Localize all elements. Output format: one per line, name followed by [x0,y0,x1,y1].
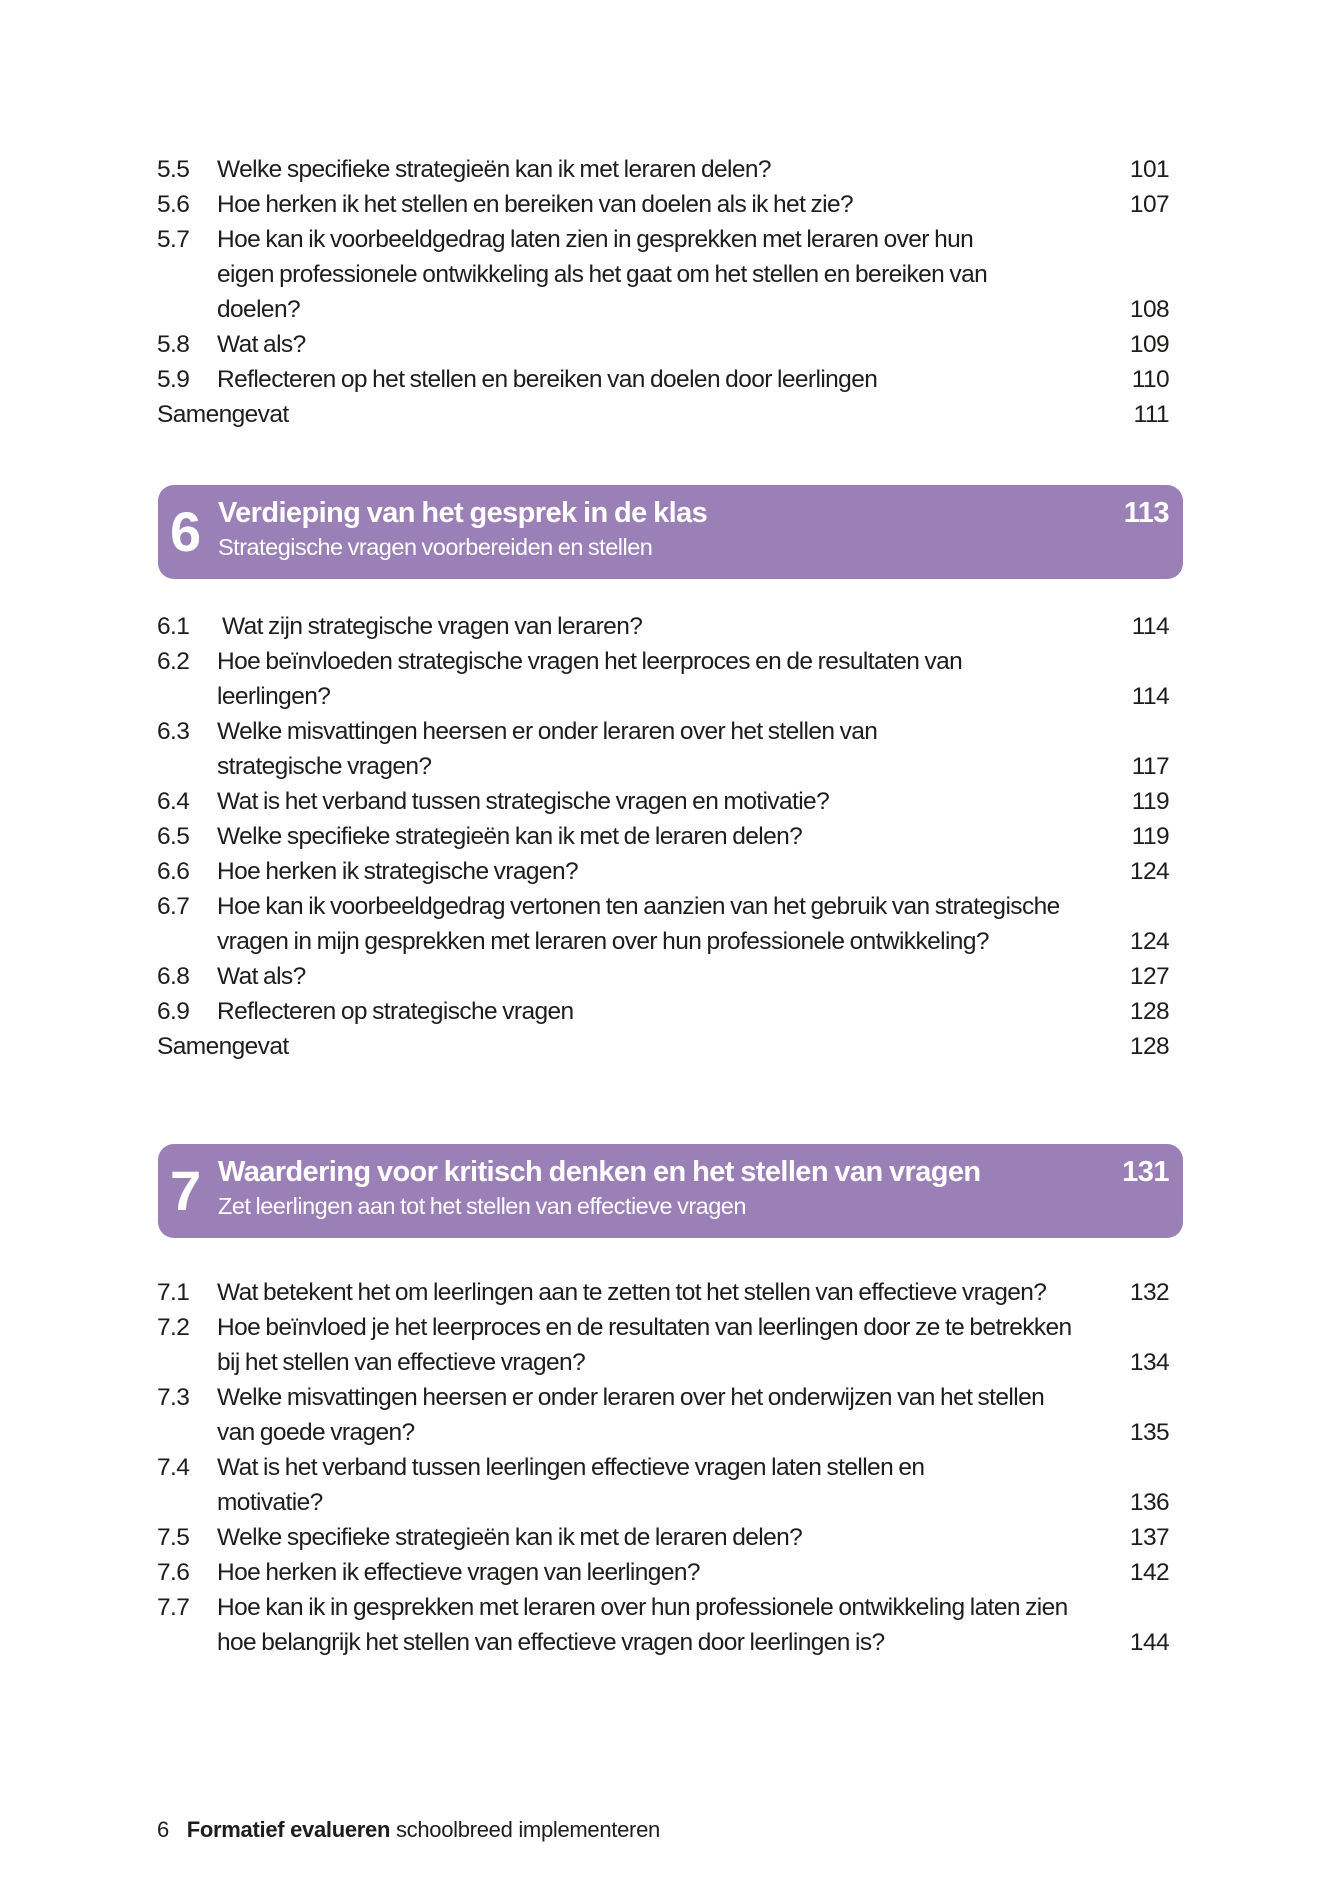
toc-summary-entry[interactable] [157,1029,1169,1064]
entry-title: Welke specifieke strategieën kan ik met de leraren delen? [217,1524,803,1551]
page-footer [157,1815,660,1845]
toc-section-6 [157,609,1169,1064]
toc-entry[interactable] [157,644,1169,714]
entry-title: Wat zijn strategische vragen van leraren? [222,613,643,640]
chapter-title: Waardering voor kritisch denken en het stellen van vragen [218,1156,981,1188]
summary-page: 128 [1129,1033,1169,1060]
summary-title: Samengevat [157,1033,289,1060]
toc-entry[interactable] [157,1520,1169,1555]
toc-entry[interactable] [157,362,1169,397]
entry-number: 6.3 [157,718,190,745]
entry-title: Hoe herken ik effectieve vragen van leerlingen? [217,1559,700,1586]
entry-title: Hoe beïnvloeden strategische vragen het leerproces en de resultaten van leerlingen? [217,648,963,710]
entry-page: 124 [1129,858,1169,885]
toc-entry[interactable] [157,1275,1169,1310]
entry-title: Reflecteren op het stellen en bereiken van doelen door leerlingen [217,366,878,393]
entry-number: 7.4 [157,1454,190,1481]
entry-page: 114 [1131,613,1169,640]
entry-number: 6.6 [157,858,190,885]
toc-entry[interactable] [157,994,1169,1029]
toc-entry[interactable] [157,1555,1169,1590]
entry-page: 128 [1129,998,1169,1025]
entry-title: Reflecteren op strategische vragen [217,998,574,1025]
footer-book-title-rest: schoolbreed implementeren [395,1817,660,1842]
toc-summary-entry[interactable] [157,397,1169,432]
toc-entry[interactable] [157,889,1169,959]
entry-page: 114 [1131,683,1169,710]
entry-title: Welke misvattingen heersen er onder leraren over het stellen van strategische vragen? [217,718,878,780]
entry-page: 132 [1129,1279,1169,1306]
toc-entry[interactable] [157,1310,1169,1380]
toc-entry[interactable] [157,819,1169,854]
entry-page: 144 [1129,1629,1169,1656]
entry-page: 137 [1129,1524,1169,1551]
toc-entry[interactable] [157,1450,1169,1520]
entry-number: 7.6 [157,1559,190,1586]
footer-page-number: 6 [157,1817,169,1842]
entry-title: Wat als? [217,963,306,990]
chapter-7-header[interactable] [158,1144,1183,1238]
toc-entry[interactable] [157,784,1169,819]
entry-number: 7.7 [157,1594,190,1621]
chapter-subtitle: Zet leerlingen aan tot het stellen van effectieve vragen [218,1193,746,1219]
entry-page: 108 [1129,296,1169,323]
entry-page: 117 [1131,753,1169,780]
entry-number: 6.5 [157,823,190,850]
entry-page: 101 [1129,156,1169,183]
entry-number: 5.6 [157,191,190,218]
entry-page: 119 [1131,823,1169,850]
entry-title: Hoe kan ik voorbeeldgedrag laten zien in gesprekken met leraren over hun eigen professionele ontwikkeling als het gaat om het stellen en bereiken van doelen? [217,226,988,323]
entry-page: 127 [1129,963,1169,990]
entry-number: 5.8 [157,331,190,358]
entry-page: 119 [1131,788,1169,815]
entry-number: 6.9 [157,998,190,1025]
entry-number: 6.2 [157,648,190,675]
entry-title: Wat betekent het om leerlingen aan te zetten tot het stellen van effectieve vragen? [217,1279,1047,1306]
entry-page: 136 [1129,1489,1169,1516]
entry-page: 109 [1129,331,1169,358]
chapter-page: 131 [1122,1156,1169,1188]
toc-entry[interactable] [157,1380,1169,1450]
entry-number: 7.2 [157,1314,190,1341]
toc-entry[interactable] [157,187,1169,222]
entry-title: Hoe herken ik strategische vragen? [217,858,579,885]
entry-number: 7.3 [157,1384,190,1411]
toc-entry[interactable] [157,1590,1169,1660]
entry-number: 6.8 [157,963,190,990]
chapter-6-header[interactable] [158,485,1183,579]
toc-section-5 [157,152,1169,432]
entry-title: Wat is het verband tussen strategische vragen en motivatie? [217,788,830,815]
entry-title: Hoe kan ik voorbeeldgedrag vertonen ten aanzien van het gebruik van strategische vragen in mijn gesprekken met leraren over hun professionele ontwikkeling? [217,893,1060,955]
entry-title: Welke specifieke strategieën kan ik met leraren delen? [217,156,771,183]
entry-number: 5.7 [157,226,190,253]
chapter-title: Verdieping van het gesprek in de klas [218,497,708,529]
entry-number: 6.4 [157,788,190,815]
entry-page: 107 [1129,191,1169,218]
entry-title: Wat als? [217,331,306,358]
footer-book-title-bold: Formatief evalueren [186,1817,391,1842]
chapter-number: 7 [170,1159,201,1222]
entry-page: 110 [1131,366,1169,393]
entry-title: Hoe herken ik het stellen en bereiken van doelen als ik het zie? [217,191,854,218]
entry-title: Welke misvattingen heersen er onder leraren over het onderwijzen van het stellen van goede vragen? [217,1384,1045,1446]
chapter-number: 6 [170,500,201,563]
entry-page: 134 [1129,1349,1169,1376]
entry-number: 7.5 [157,1524,190,1551]
toc-entry[interactable] [157,327,1169,362]
toc-entry[interactable] [157,714,1169,784]
entry-title: Hoe kan ik in gesprekken met leraren over hun professionele ontwikkeling laten zien hoe belangrijk het stellen van effectieve vragen door leerlingen is? [217,1594,1068,1656]
toc-entry[interactable] [157,854,1169,889]
chapter-page: 113 [1123,497,1169,529]
entry-page: 135 [1129,1419,1169,1446]
entry-number: 5.5 [157,156,190,183]
entry-page: 142 [1129,1559,1169,1586]
toc-entry[interactable] [157,222,1169,327]
toc-entry[interactable] [157,959,1169,994]
entry-number: 5.9 [157,366,190,393]
entry-number: 7.1 [157,1279,190,1306]
entry-title: Hoe beïnvloed je het leerproces en de resultaten van leerlingen door ze te betrekken bij het stellen van effectieve vragen? [217,1314,1072,1376]
entry-number: 6.1 [157,613,190,640]
summary-page: 111 [1133,401,1169,428]
toc-section-7 [157,1275,1169,1660]
entry-title: Wat is het verband tussen leerlingen effectieve vragen laten stellen en motivatie? [217,1454,925,1516]
toc-entry[interactable] [157,152,1169,187]
summary-title: Samengevat [157,401,289,428]
entry-page: 124 [1129,928,1169,955]
entry-title: Welke specifieke strategieën kan ik met de leraren delen? [217,823,803,850]
chapter-subtitle: Strategische vragen voorbereiden en stellen [218,534,653,560]
entry-number: 6.7 [157,893,190,920]
toc-entry[interactable] [157,609,1169,644]
